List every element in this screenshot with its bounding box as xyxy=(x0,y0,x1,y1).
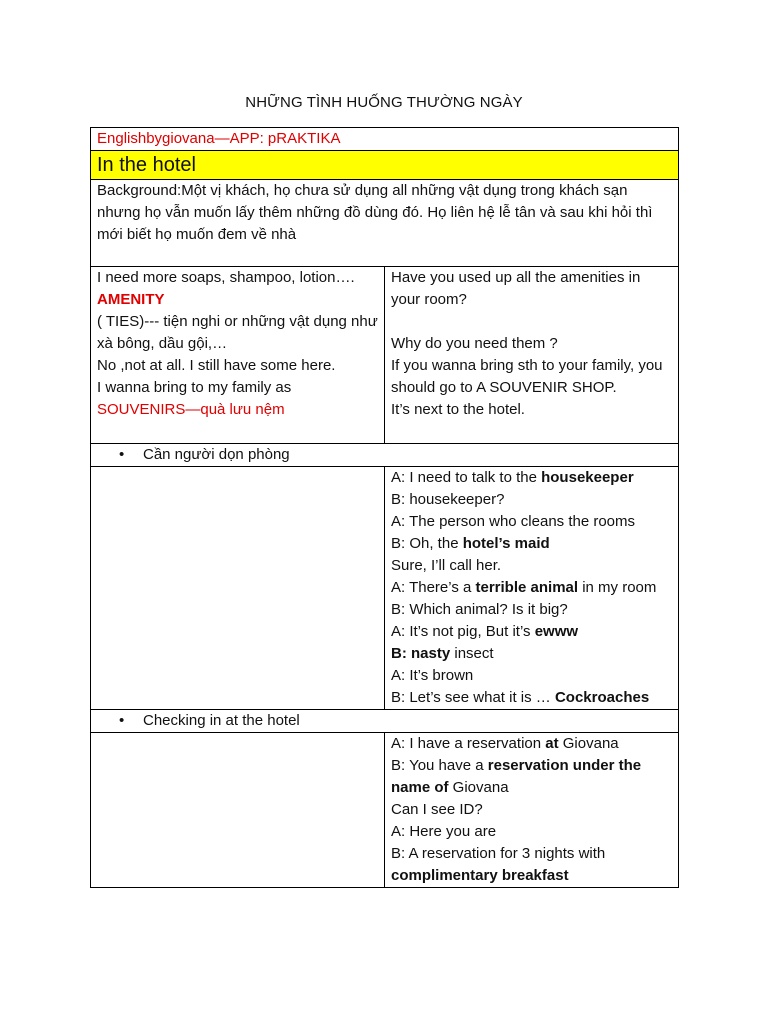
empty-cell xyxy=(91,467,385,710)
dialogue-bold: reservation under the name of xyxy=(391,757,642,796)
dialogue-bold: housekeeper xyxy=(541,469,634,486)
dialogue-text: insect xyxy=(450,645,494,662)
amenities-question: Have you used up all the amenities in your room? xyxy=(391,269,641,308)
souvenirs-term: SOUVENIRS—quà lưu nệm xyxy=(97,401,285,418)
background-row xyxy=(91,180,679,267)
amenities-definition: ( TIES)--- tiện nghi or những vật dụng như xà bông, dầu gội,… xyxy=(97,313,378,352)
amenities-left-cell xyxy=(91,267,385,444)
amenities-line: I need more soaps, shampoo, lotion…. xyxy=(97,269,355,286)
dialogue-line: B: housekeeper? xyxy=(391,491,505,508)
dialogue-bold: terrible animal xyxy=(475,579,579,596)
dialogue-text: Giovana xyxy=(558,735,619,752)
topic-row xyxy=(91,151,679,180)
dialogue-line: B: Which animal? Is it big? xyxy=(391,601,568,618)
checkin-dialogue xyxy=(385,733,679,888)
dialogue-text: B: Let’s see what it is … xyxy=(391,689,555,706)
dialogue-bold: ewww xyxy=(534,623,579,640)
housekeeper-row xyxy=(91,467,679,710)
dialogue-line: B: A reservation for 3 nights with xyxy=(391,845,606,862)
content-table xyxy=(90,127,679,888)
dialogue-bold: B: nasty xyxy=(391,645,451,662)
dialogue-text: B: You have a xyxy=(391,757,488,774)
amenities-location: It’s next to the hotel. xyxy=(391,401,525,418)
housekeeper-dialogue xyxy=(385,467,679,710)
brand-line: Englishbygiovana—APP: pRAKTIKA xyxy=(91,128,679,151)
dialogue-bold: at xyxy=(545,735,559,752)
dialogue-text: in my room xyxy=(578,579,657,596)
amenities-answer-2: I wanna bring to my family as xyxy=(97,379,292,396)
topic-heading: In the hotel xyxy=(91,151,679,180)
section-heading: Cần người dọn phòng xyxy=(143,446,290,463)
bullet-icon: • xyxy=(119,446,125,463)
amenities-suggestion: If you wanna bring sth to your family, you should go to A SOUVENIR SHOP. xyxy=(391,357,663,396)
background-text: Background:Một vị khách, họ chưa sử dụng all những vật dụng trong khách sạn nhưng họ vẫn muốn lấy thêm những đồ dùng đó. Họ liên hệ lễ tân và sau khi hỏi thì mới biết họ muốn đem về nhà xyxy=(91,180,679,267)
dialogue-line: A: It’s brown xyxy=(391,667,474,684)
dialogue-bold: hotel’s maid xyxy=(462,535,550,552)
dialogue-bold: complimentary breakfast xyxy=(391,867,569,884)
amenity-term: AMENITY xyxy=(97,291,165,308)
amenities-why: Why do you need them ? xyxy=(391,335,558,352)
dialogue-line: A: Here you are xyxy=(391,823,497,840)
housekeeper-heading-row xyxy=(91,444,679,467)
amenities-answer: No ,not at all. I still have some here. xyxy=(97,357,336,374)
checkin-heading-row xyxy=(91,710,679,733)
housekeeper-heading xyxy=(91,444,679,467)
dialogue-line: Sure, I’ll call her. xyxy=(391,557,502,574)
dialogue-text: A: It’s not pig, But it’s xyxy=(391,623,535,640)
brand-row xyxy=(91,128,679,151)
checkin-row xyxy=(91,733,679,888)
dialogue-text: A: I have a reservation xyxy=(391,735,546,752)
dialogue-text: A: There’s a xyxy=(391,579,476,596)
spacer xyxy=(391,311,672,333)
amenities-row xyxy=(91,267,679,444)
empty-cell xyxy=(91,733,385,888)
document-title: NHỮNG TÌNH HUỐNG THƯỜNG NGÀY xyxy=(245,94,523,111)
checkin-heading xyxy=(91,710,679,733)
dialogue-line: A: The person who cleans the rooms xyxy=(391,513,636,530)
bullet-icon: • xyxy=(119,712,125,729)
dialogue-text: A: I need to talk to the xyxy=(391,469,542,486)
dialogue-text: Giovana xyxy=(448,779,509,796)
dialogue-bold: Cockroaches xyxy=(554,689,650,706)
amenities-right-cell xyxy=(385,267,679,444)
dialogue-text: B: Oh, the xyxy=(391,535,463,552)
dialogue-line: Can I see ID? xyxy=(391,801,483,818)
section-heading: Checking in at the hotel xyxy=(143,712,300,729)
